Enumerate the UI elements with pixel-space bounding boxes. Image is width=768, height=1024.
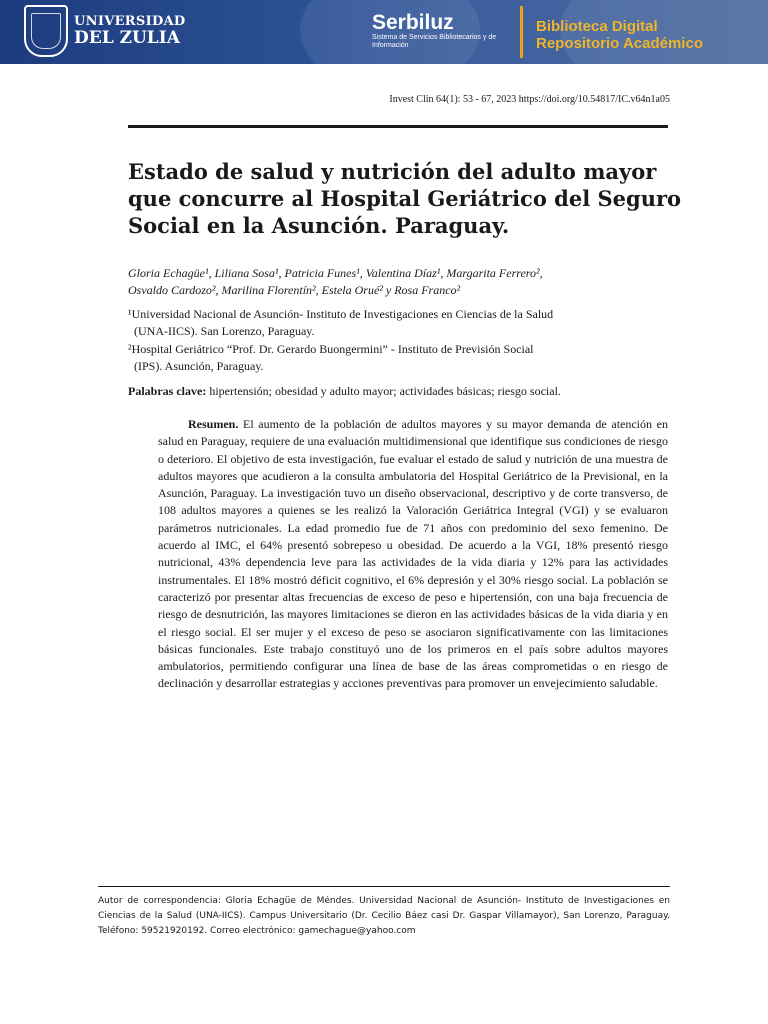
repository-banner xyxy=(0,0,768,64)
university-name-line1: UNIVERSIDAD xyxy=(74,14,186,29)
affiliation-1-line2: (UNA-IICS). San Lorenzo, Paraguay. xyxy=(134,324,315,338)
abstract-text: El aumento de la población de adultos mayores y su mayor demanda de atención en salud en Paraguay, requiere de una evaluación multidimensional que identifique sus condiciones de riesgo o deterioro. El objetivo de esta investigación, fue evaluar el estado de salud y nutrición de una muestra de adultos mayores que acudieron a la consulta ambulatoria del Hospital Geriátrico de la Previsional, en la Asunción, Paraguay. La investigación tuvo un diseño observacional, descriptivo y de corte transverso, de 108 adultos mayores a quienes se les realizó la Valoración Geriátrica Integral (VGI) y se evaluaron parámetros nutricionales. La edad promedio fue de 71 años con predominio del sexo femenino. De acuerdo al IMC, el 64% presentó sobrepeso u obesidad. De acuerdo a la VGI, 18% presentó riesgo nutricional, 43% dependencia leve para las actividades de la vida diaria y 12% para las actividades instrumentales. El 18% mostró déficit cognitivo, el 6% depresión y el 30% riesgo social. La población se caracterizó por presentar altas frecuencias de exceso de peso e hipertensión, con una baja frecuencia de riesgo de desnutrición, las mayores limitaciones se dieron en las actividades básicas de la vida diaria y en el riesgo social. El ser mujer y el exceso de peso se asociaron significativamente con las limitaciones básicas funcionales. Este trabajo constituyó uno de los primeros en el país sobre adultos mayores ambulatorios, permitiendo configurar una línea de base de las áreas comprometidas o en riesgo de declinación y desarrollar estrategias y acciones preventivas para promover un envejecimiento saludable. xyxy=(158,417,668,691)
affiliation-1-line1: ¹Universidad Nacional de Asunción- Instituto de Investigaciones en Ciencias de la Salud xyxy=(128,307,554,321)
university-name[interactable] xyxy=(74,14,186,46)
author-line-1: Gloria Echagüe¹, Liliana Sosa¹, Patricia Funes¹, Valentina Díaz¹, Margarita Ferrero², xyxy=(128,266,543,280)
header-rule xyxy=(128,125,668,128)
keywords-label: Palabras clave: xyxy=(128,384,207,398)
library-name-line2: Repositorio Académico xyxy=(536,35,703,52)
citation-line: Invest Clin 64(1): 53 - 67, 2023 https://doi.org/10.54817/IC.v64n1a05 xyxy=(389,94,670,105)
library-name-line1: Biblioteca Digital xyxy=(536,18,658,35)
serbiluz-logo[interactable] xyxy=(372,12,512,50)
article-title: Estado de salud y nutrición del adulto mayor que concurre al Hospital Geriátrico del Seguro Social en la Asunción. Paraguay. xyxy=(128,159,682,238)
library-name[interactable] xyxy=(536,18,703,52)
serbiluz-title: Serbiluz xyxy=(372,11,454,34)
abstract xyxy=(158,416,668,693)
university-name-line2: DEL ZULIA xyxy=(74,28,180,48)
keywords xyxy=(128,384,688,399)
university-seal-icon xyxy=(24,5,68,57)
correspondence-footnote: Autor de correspondencia: Gloria Echagüe de Méndes. Universidad Nacional de Asunción- Instituto de Investigaciones en Ciencias de la Salud (UNA-IICS). Campus Universitario (Dr. Cecilio Báez casi Dr. Gaspar Villamayor), San Lorenzo, Paraguay. Teléfono: 59521920192. Correo electrónico: gamechague@yahoo.com xyxy=(98,896,670,936)
author-list xyxy=(128,265,673,299)
footnote-rule xyxy=(98,886,670,887)
affiliation-2 xyxy=(128,341,673,375)
affiliation-1 xyxy=(128,306,673,340)
keywords-text: hipertensión; obesidad y adulto mayor; actividades básicas; riesgo social. xyxy=(206,384,561,398)
banner-divider xyxy=(520,6,523,58)
author-line-2: Osvaldo Cardozo², Marilina Florentín², Estela Orué² y Rosa Franco² xyxy=(128,283,461,297)
affiliation-2-line2: (IPS). Asunción, Paraguay. xyxy=(134,359,264,373)
serbiluz-subtitle: Sistema de Servicios Bibliotecarios y de Información xyxy=(372,34,497,49)
affiliation-2-line1: ²Hospital Geriátrico “Prof. Dr. Gerardo Buongermini” - Instituto de Previsión Social xyxy=(128,342,534,356)
abstract-label: Resumen. xyxy=(188,417,239,431)
